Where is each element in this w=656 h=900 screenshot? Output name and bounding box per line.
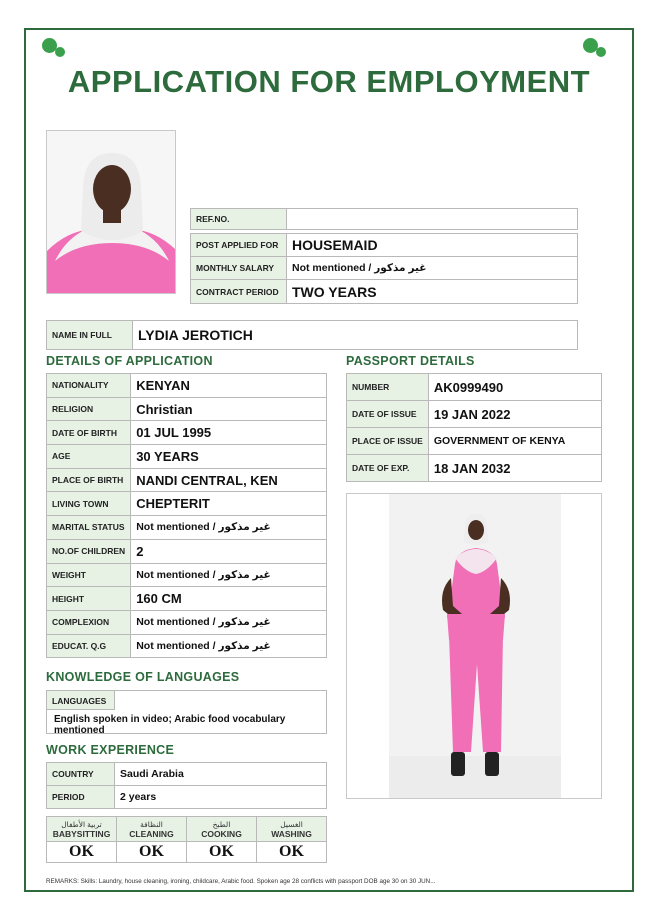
contract-label: CONTRACT PERIOD	[191, 280, 287, 304]
page-title: APPLICATION FOR EMPLOYMENT	[67, 64, 591, 99]
passport-table	[346, 373, 602, 482]
skill-english-label: WASHING	[271, 828, 312, 839]
languages-heading: KNOWLEDGE OF LANGUAGES	[46, 670, 240, 684]
skill-washing-value: OK	[257, 842, 327, 863]
name-table	[46, 320, 578, 350]
skill-cooking	[187, 817, 257, 842]
place-of-birth-value: NANDI CENTRAL, KEN	[131, 468, 327, 492]
age-value: 30 YEARS	[131, 445, 327, 469]
date-of-exp-label: DATE OF EXP.	[347, 455, 429, 482]
languages-label: LANGUAGES	[47, 691, 115, 710]
date-of-issue-value: 19 JAN 2022	[428, 401, 601, 428]
ref-no-value	[287, 209, 578, 230]
skill-arabic-label: الغسيل	[280, 819, 303, 829]
decorative-dots-right	[583, 38, 613, 62]
educat-q-g-label: EDUCAT. Q.G	[47, 634, 131, 658]
country-value: Saudi Arabia	[115, 763, 327, 786]
table-row	[47, 374, 327, 398]
date-of-exp-value: 18 JAN 2032	[428, 455, 601, 482]
country-label: COUNTRY	[47, 763, 115, 786]
skill-arabic-label: الطبخ	[212, 819, 231, 829]
skill-english-label: CLEANING	[129, 828, 174, 839]
marital-status-value: Not mentioned / غير مذكور	[131, 516, 327, 540]
skill-washing	[257, 817, 327, 842]
table-row	[47, 610, 327, 634]
table-row	[47, 516, 327, 540]
date-of-birth-label: DATE OF BIRTH	[47, 421, 131, 445]
portrait-photo	[46, 130, 176, 294]
complexion-value: Not mentioned / غير مذكور	[131, 610, 327, 634]
period-value: 2 years	[115, 786, 327, 809]
weight-value: Not mentioned / غير مذكور	[131, 563, 327, 587]
post-info-table	[190, 208, 578, 304]
marital-status-label: MARITAL STATUS	[47, 516, 131, 540]
table-row	[47, 445, 327, 469]
post-label: POST APPLIED FOR	[191, 234, 287, 257]
post-value: HOUSEMAID	[287, 234, 578, 257]
weight-label: WEIGHT	[47, 563, 131, 587]
table-row	[47, 786, 327, 809]
name-value: LYDIA JEROTICH	[133, 321, 578, 350]
skill-babysitting-value: OK	[47, 842, 117, 863]
table-row	[47, 587, 327, 611]
ref-no-label: REF.NO.	[191, 209, 287, 230]
skill-arabic-label: النظافة	[140, 819, 163, 829]
table-row	[47, 563, 327, 587]
period-label: PERIOD	[47, 786, 115, 809]
date-of-birth-value: 01 JUL 1995	[131, 421, 327, 445]
religion-value: Christian	[131, 397, 327, 421]
skill-arabic-label: تربية الأطفال	[61, 819, 102, 829]
table-row	[347, 401, 602, 428]
table-row	[47, 468, 327, 492]
place-of-issue-value: GOVERNMENT OF KENYA	[428, 428, 601, 455]
no-of-children-label: NO.OF CHILDREN	[47, 539, 131, 563]
complexion-label: COMPLEXION	[47, 610, 131, 634]
languages-value: English spoken in video; Arabic food vocabulary mentioned	[54, 714, 286, 736]
educat-q-g-value: Not mentioned / غير مذكور	[131, 634, 327, 658]
table-row	[47, 763, 327, 786]
height-label: HEIGHT	[47, 587, 131, 611]
salary-value: Not mentioned / غير مذكور	[287, 257, 578, 280]
no-of-children-value: 2	[131, 539, 327, 563]
contract-value: TWO YEARS	[287, 280, 578, 304]
work-table	[46, 762, 327, 809]
table-row	[47, 539, 327, 563]
date-of-issue-label: DATE OF ISSUE	[347, 401, 429, 428]
table-row	[347, 428, 602, 455]
living-town-value: CHEPTERIT	[131, 492, 327, 516]
work-heading: WORK EXPERIENCE	[46, 743, 175, 757]
nationality-label: NATIONALITY	[47, 374, 131, 398]
place-of-issue-label: PLACE OF ISSUE	[347, 428, 429, 455]
age-label: AGE	[47, 445, 131, 469]
height-value: 160 CM	[131, 587, 327, 611]
table-row	[347, 374, 602, 401]
skill-english-label: BABYSITTING	[52, 828, 111, 839]
table-row	[347, 455, 602, 482]
table-row	[47, 421, 327, 445]
passport-heading: PASSPORT DETAILS	[346, 354, 475, 368]
place-of-birth-label: PLACE OF BIRTH	[47, 468, 131, 492]
skill-babysitting	[47, 817, 117, 842]
table-row	[47, 397, 327, 421]
details-table	[46, 373, 327, 658]
number-value: AK0999490	[428, 374, 601, 401]
number-label: NUMBER	[347, 374, 429, 401]
salary-label: MONTHLY SALARY	[191, 257, 287, 280]
name-label: NAME IN FULL	[47, 321, 133, 350]
table-row	[47, 492, 327, 516]
table-row	[47, 634, 327, 658]
details-heading: DETAILS OF APPLICATION	[46, 354, 213, 368]
skill-english-label: COOKING	[201, 828, 242, 839]
skill-cleaning-value: OK	[117, 842, 187, 863]
skills-table	[46, 816, 327, 863]
skill-cooking-value: OK	[187, 842, 257, 863]
languages-box	[46, 690, 327, 734]
full-body-photo	[346, 493, 602, 799]
decorative-dots-left	[42, 38, 72, 62]
religion-label: RELIGION	[47, 397, 131, 421]
remarks: REMARKS: Skills: Laundry, house cleaning, ironing, childcare, Arabic food. Spoken age 28 conflicts with passport DOB age 30 on 30 JUN...	[46, 878, 436, 885]
skill-cleaning	[117, 817, 187, 842]
living-town-label: LIVING TOWN	[47, 492, 131, 516]
nationality-value: KENYAN	[131, 374, 327, 398]
